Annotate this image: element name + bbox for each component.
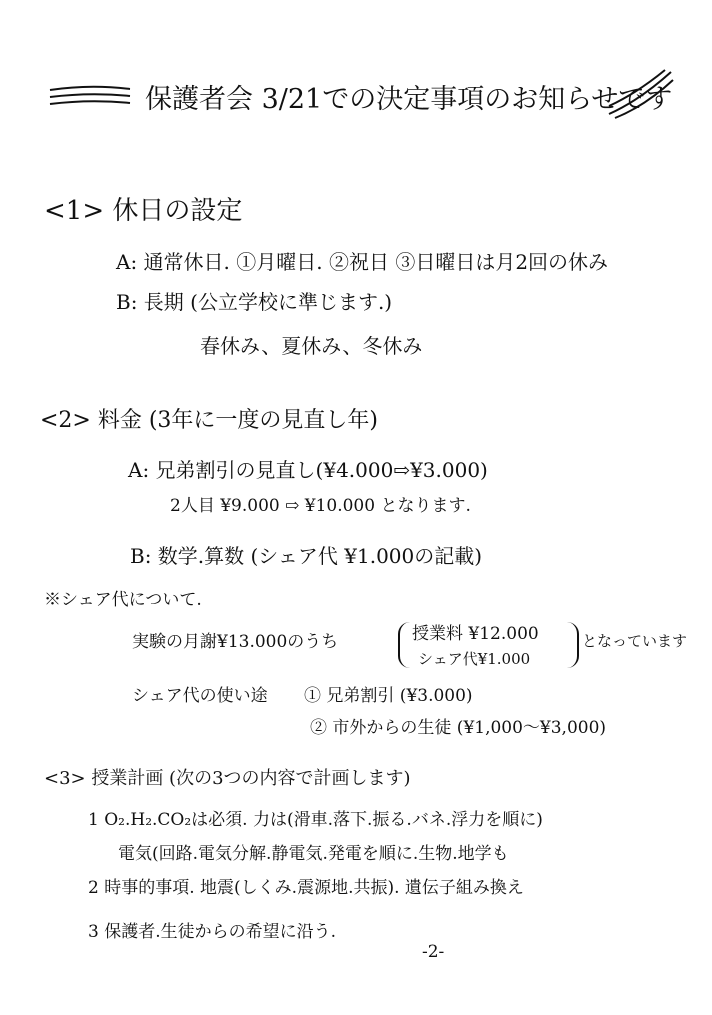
plan-item-1: 1 O₂.H₂.CO₂は必須. 力は(滑車.落下.振る.バネ.浮力を順に) (88, 810, 543, 830)
plan-item-3: 3 保護者.生徒からの希望に沿う. (88, 922, 337, 942)
plan-item-2: 2 時事的事項. 地震(しくみ.震源地.共振). 遺伝子組み換え (88, 878, 524, 898)
fee-line-a2: 2人目 ¥9.000 ⇨ ¥10.000 となります. (170, 496, 471, 516)
page-number: -2- (422, 942, 445, 962)
share-fee-use-1: ① 兄弟割引 (¥3.000) (304, 686, 473, 706)
plan-item-1b: 電気(回路.電気分解.静電気.発電を順に.生物.地学も (118, 844, 509, 864)
share-fee-note-heading: ※シェア代について. (44, 590, 202, 610)
page-title: 保護者会 3/21での決定事項のお知らせです (145, 84, 673, 115)
fee-line-b: B: 数学.算数 (シェア代 ¥1.000の記載) (130, 544, 483, 568)
share-fee-use-label: シェア代の使い途 (132, 686, 268, 706)
title-left-decoration (45, 80, 135, 110)
left-brace (398, 622, 412, 668)
brace-tail: となっています (582, 632, 688, 650)
brace-line-1: 授業料 ¥12.000 (412, 624, 539, 644)
title-right-decoration (605, 66, 675, 121)
holiday-line-a: A: 通常休日. ①月曜日. ②祝日 ③日曜日は月2回の休み (116, 250, 609, 274)
holiday-line-b2: 春休み、夏休み、冬休み (200, 334, 423, 358)
share-fee-use-2: ② 市外からの生徒 (¥1,000〜¥3,000) (310, 718, 607, 738)
fee-line-a: A: 兄弟割引の見直し(¥4.000⇨¥3.000) (128, 458, 488, 482)
section-3-heading: <3> 授業計画 (次の3つの内容で計画します) (44, 768, 411, 789)
holiday-line-b: B: 長期 (公立学校に準じます.) (116, 290, 393, 314)
section-1-heading: <1> 休日の設定 (44, 196, 243, 226)
brace-line-2: シェア代¥1.000 (418, 650, 531, 668)
right-brace (565, 622, 579, 668)
section-2-heading: <2> 料金 (3年に一度の見直し年) (40, 408, 379, 433)
share-fee-tuition-line: 実験の月謝¥13.000のうち (132, 632, 339, 652)
